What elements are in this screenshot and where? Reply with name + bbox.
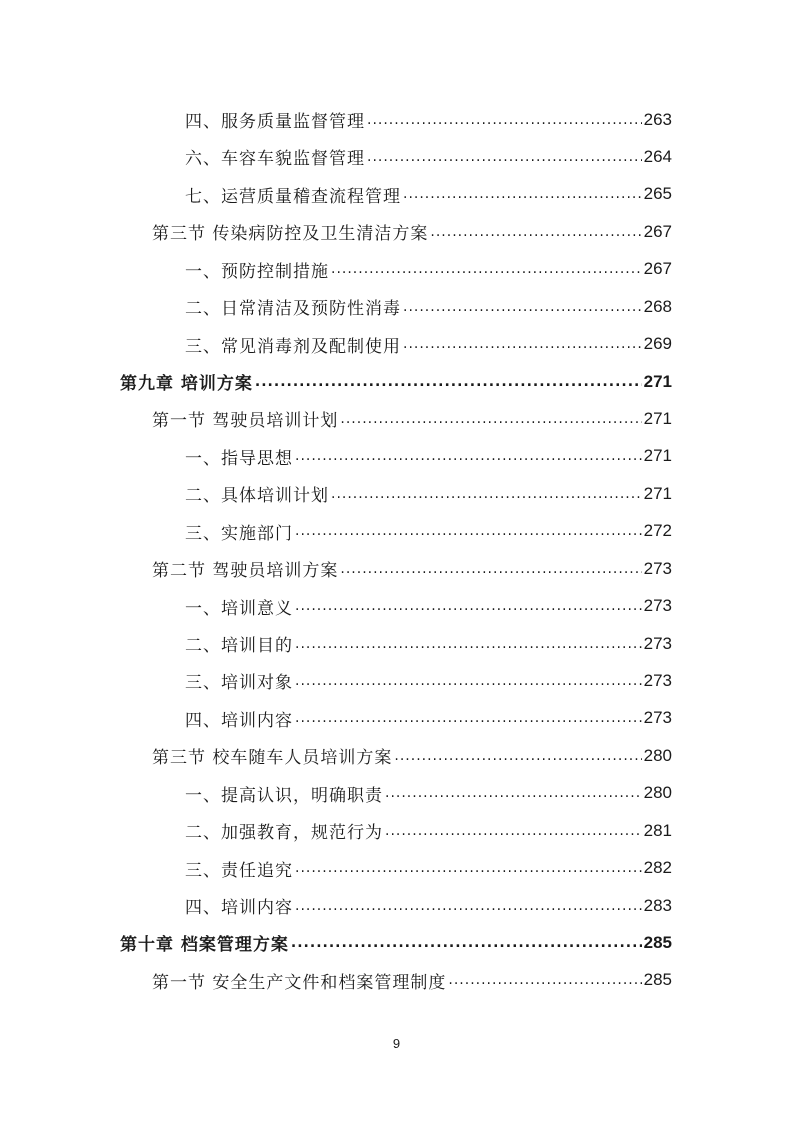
- toc-entry-title: 第三节 传染病防控及卫生清洁方案: [152, 224, 429, 245]
- toc-entry-title: 一、培训意义: [185, 598, 293, 619]
- toc-entry-title: 一、指导思想: [185, 448, 293, 469]
- toc-item-entry[interactable]: [185, 326, 672, 363]
- page-number: 9: [392, 1036, 401, 1051]
- toc-entry-page: 267: [643, 259, 672, 279]
- toc-item-entry[interactable]: [185, 176, 672, 213]
- toc-entry-title: 一、预防控制措施: [185, 261, 329, 282]
- dot-leader: [403, 297, 642, 317]
- toc-entry-page: 285: [643, 932, 672, 952]
- toc-entry-page: 273: [643, 670, 672, 690]
- toc-entry-title: 二、培训目的: [185, 636, 293, 657]
- dot-leader: [295, 671, 642, 691]
- dot-leader: [295, 858, 642, 878]
- toc-entry-title: 第九章 培训方案: [120, 374, 253, 394]
- toc-entry-page: 263: [643, 109, 672, 129]
- toc-item-entry[interactable]: [185, 700, 672, 737]
- toc-entry-title: 二、加强教育，规范行为: [185, 823, 383, 844]
- toc-entry-title: 七、运营质量稽查流程管理: [185, 186, 401, 207]
- toc-entry-page: 264: [643, 146, 672, 166]
- toc-item-entry[interactable]: [185, 251, 672, 288]
- toc-section-entry[interactable]: [152, 550, 672, 587]
- toc-entry-page: 280: [643, 745, 672, 765]
- toc-entry-page: 285: [643, 970, 672, 990]
- toc-entry-page: 280: [643, 783, 672, 803]
- dot-leader: [394, 746, 641, 766]
- dot-leader: [295, 521, 642, 541]
- toc-entry-page: 268: [643, 296, 672, 316]
- toc-item-entry[interactable]: [185, 588, 672, 625]
- dot-leader: [385, 783, 642, 803]
- dot-leader: [295, 446, 642, 466]
- dot-leader: [367, 110, 642, 130]
- toc-entry-title: 第十章 档案管理方案: [120, 935, 289, 956]
- toc-entry-title: 第二节 驾驶员培训方案: [152, 561, 339, 582]
- dot-leader: [295, 708, 642, 728]
- toc-entry-title: 二、具体培训计划: [185, 486, 329, 507]
- toc-entry-page: 269: [643, 334, 672, 354]
- toc-entry-page: 271: [643, 371, 672, 391]
- toc-entry-page: 273: [643, 708, 672, 728]
- dot-leader: [295, 596, 642, 616]
- dot-leader: [367, 147, 642, 167]
- toc-section-entry[interactable]: [152, 737, 672, 774]
- toc-entry-title: 三、责任追究: [185, 860, 293, 881]
- toc-section-entry[interactable]: [152, 400, 672, 437]
- dot-leader: [295, 896, 642, 916]
- toc-item-entry[interactable]: [185, 138, 672, 175]
- toc-section-entry[interactable]: [152, 962, 672, 999]
- dot-leader: [340, 409, 641, 429]
- toc-entry-page: 265: [643, 184, 672, 204]
- toc-entry-page: 281: [643, 820, 672, 840]
- toc-entry-title: 六、车容车貌监督管理: [185, 149, 365, 170]
- dot-leader: [295, 634, 642, 654]
- toc-item-entry[interactable]: [185, 887, 672, 924]
- toc-item-entry[interactable]: [185, 625, 672, 662]
- toc-entry-page: 282: [643, 858, 672, 878]
- toc-entry-page: 271: [643, 446, 672, 466]
- toc-item-entry[interactable]: [185, 850, 672, 887]
- toc-chapter-entry[interactable]: [120, 363, 672, 400]
- toc-item-entry[interactable]: [185, 775, 672, 812]
- toc-entry-title: 三、常见消毒剂及配制使用: [185, 336, 401, 357]
- toc-entry-page: 271: [643, 483, 672, 503]
- toc-entry-title: 四、培训内容: [185, 710, 293, 731]
- toc-entry-page: 267: [643, 221, 672, 241]
- toc-entry-title: 四、服务质量监督管理: [185, 112, 365, 132]
- toc-entry-title: 一、提高认识，明确职责: [185, 785, 383, 806]
- toc-entry-page: 273: [643, 558, 672, 578]
- dot-leader: [291, 933, 642, 953]
- toc-item-entry[interactable]: [185, 662, 672, 699]
- toc-entry-page: 272: [643, 521, 672, 541]
- toc-item-entry[interactable]: [185, 475, 672, 512]
- toc-item-entry[interactable]: [185, 288, 672, 325]
- toc-entry-title: 三、培训对象: [185, 673, 293, 694]
- toc-chapter-entry[interactable]: [120, 924, 672, 961]
- toc-entry-title: 三、实施部门: [185, 523, 293, 544]
- toc-section-entry[interactable]: [152, 213, 672, 250]
- toc-item-entry[interactable]: [185, 513, 672, 550]
- dot-leader: [430, 222, 641, 242]
- dot-leader: [448, 970, 641, 990]
- toc-item-entry[interactable]: [185, 101, 672, 138]
- dot-leader: [385, 821, 642, 841]
- toc-entry-title: 第三节 校车随车人员培训方案: [152, 748, 393, 769]
- dot-leader: [331, 484, 642, 504]
- toc-entry-title: 第一节 驾驶员培训计划: [152, 411, 339, 432]
- toc-entry-title: 第一节 安全生产文件和档案管理制度: [152, 972, 447, 993]
- dot-leader: [403, 184, 642, 204]
- toc-item-entry[interactable]: [185, 812, 672, 849]
- toc-entry-title: 四、培训内容: [185, 898, 293, 919]
- toc-entry-page: 273: [643, 596, 672, 616]
- toc-entry-page: 273: [643, 633, 672, 653]
- toc-item-entry[interactable]: [185, 438, 672, 475]
- toc-entry-page: 271: [643, 408, 672, 428]
- dot-leader: [403, 334, 642, 354]
- toc-entry-page: 283: [643, 895, 672, 915]
- toc-entry-title: 二、日常清洁及预防性消毒: [185, 299, 401, 320]
- dot-leader: [255, 372, 642, 392]
- dot-leader: [340, 559, 641, 579]
- dot-leader: [331, 259, 642, 279]
